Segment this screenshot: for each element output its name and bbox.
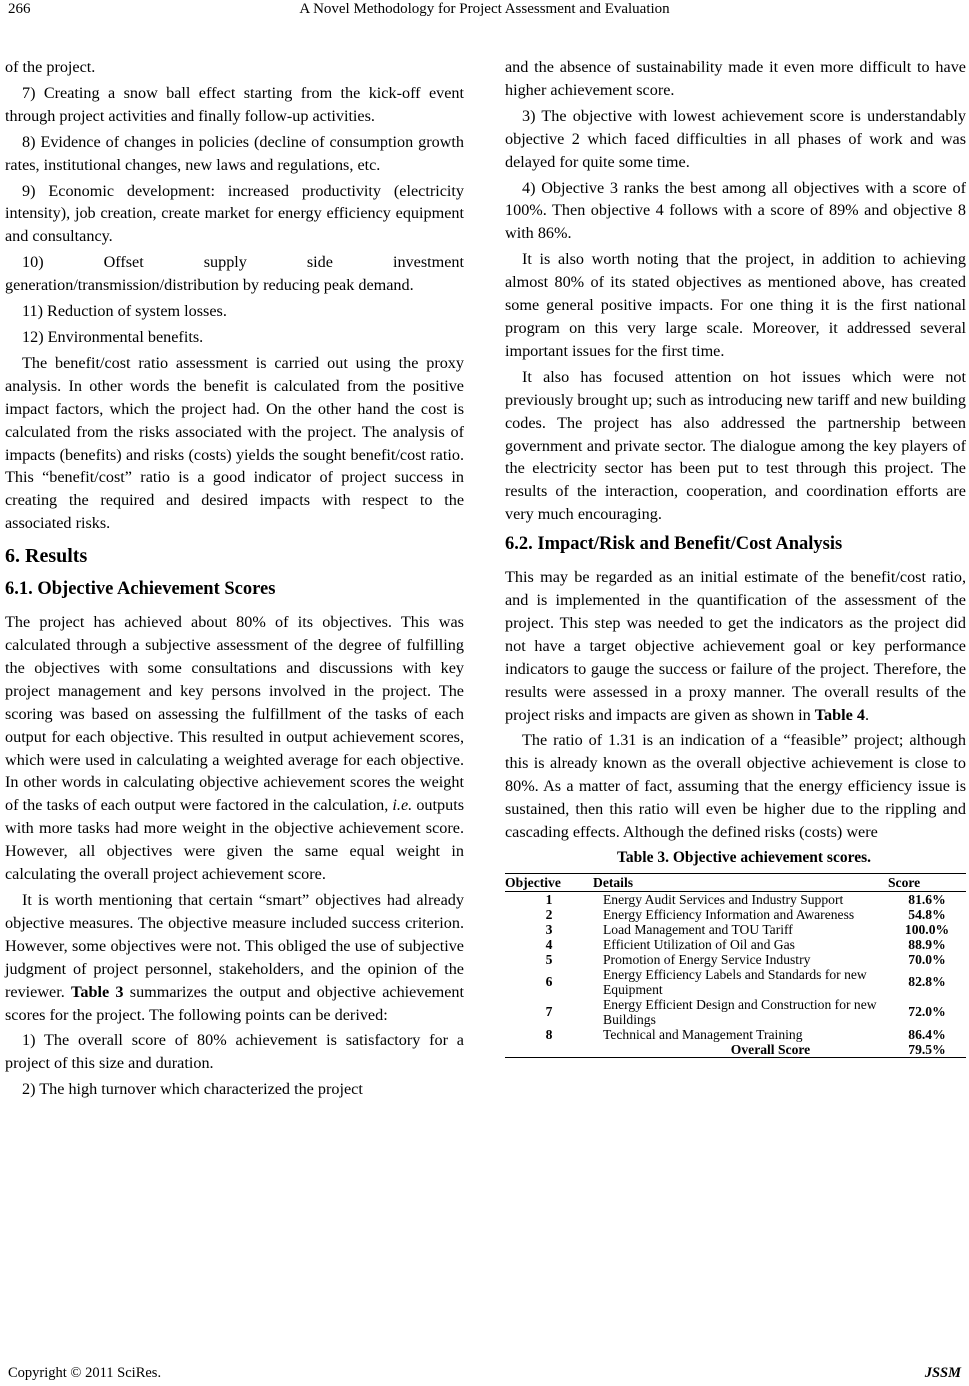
column-header-score: Score [888,873,966,891]
cell-score: 72.0% [908,1004,946,1020]
paragraph: It also has focused attention on hot issues which were not previously brought up; such as introducing new tariff and new building codes. The project has also addressed the partnership between government and private sector. The dialogue among the key players of the electricity sector has been put to test through this project. The results of the interaction, cooperation, and coordination efforts are very much encouraging. [505,367,966,524]
paragraph [505,566,966,726]
cell-objective: 4 [545,936,553,952]
table-row [505,907,966,922]
list-item: 11) Reduction of system losses. [22,302,227,321]
objective-scores-table [505,873,966,1058]
cell-details: Energy Efficiency Information and Awareness [603,906,855,922]
list-item: 3) The objective with lowest achievement score is understandably objective 2 which faced difficulties in all phases of work and was delayed for quite some time. [505,106,966,171]
running-title: A Novel Methodology for Project Assessment and Evaluation [299,1,670,17]
cell-empty [505,1042,593,1058]
table-reference: Table 4 [814,705,865,724]
paragraph [5,611,464,886]
paragraph: and the absence of sustainability made it even more difficult to have higher achievement score. [505,58,966,99]
column-header-details: Details [593,873,888,891]
right-column [505,56,966,1058]
copyright-notice: Copyright © 2011 SciRes. [8,1365,162,1381]
overall-score-row [505,1042,966,1058]
section-heading-results: 6. Results [5,545,88,568]
text-run: The project has achieved about 80% of its objectives. This was calculated through a subjective assessment of the degree of fulfilling the objectives with some consultations and discussions with key project management and key persons involved in the project. The scoring was based on assessing the fulfillment of the tasks of each output for each objective. This resulted in output achievement scores, which were used in calculating a weighted average for each objective. In other words in calculating objective achievement scores the weight of the tasks of each output were factored in the calculation, [5,613,464,815]
cell-score: 82.8% [908,974,946,990]
table-row [505,997,966,1027]
text-run: This may be regarded as an initial estimate of the benefit/cost ratio, and is implemented in the quantification of the assessment of the project. This step was needed to get the indicators as the project did not have a target objective achievement goal or key performance indicators to gauge the success or failure of the project. Therefore, the results were assessed in a proxy manner. The overall results of the project risks and impacts are given as shown in [505,568,966,724]
cell-details: Efficient Utilization of Oil and Gas [603,936,795,952]
list-item: 4) Objective 3 ranks the best among all objectives with a score of 100%. Then objective 4 follows with a score of 89% and objective 8 with 86%. [505,178,966,243]
list-item: 2) The high turnover which characterized the project [22,1080,363,1099]
paragraph [5,889,464,1026]
page-number: 266 [8,1,31,17]
table-header-row [505,873,966,891]
table-row [505,891,966,907]
cell-details: Load Management and TOU Tariff [603,921,793,937]
cell-details: Energy Efficiency Labels and Standards for new Equipment [603,966,867,997]
table-row [505,952,966,967]
cell-objective: 3 [545,921,553,937]
table-row [505,937,966,952]
cell-details: Promotion of Energy Service Industry [603,951,811,967]
list-item: 10) Offset supply side investment generation/transmission/distribution by reducing peak demand. [5,253,464,295]
paragraph: It is also worth noting that the project, in addition to achieving almost 80% of its stated objectives as mentioned above, has created some general positive impacts. For one thing it is the first national program on this very large scale. Moreover, it addressed several important issues for the first time. [505,250,966,360]
paragraph: The ratio of 1.31 is an indication of a “feasible” project; although this is already known as the overall objective achievement is close to 80%. As a matter of fact, assuming that the energy efficiency issue is sustained, then this ratio will even be higher due to the rippling and cascading effects. Although the defined risks (costs) were [505,731,966,842]
journal-abbreviation: JSSM [924,1365,961,1381]
list-item: 7) Creating a snow ball effect starting from the kick-off event through project activities and finally follow-up activities. [5,83,464,125]
list-item: 8) Evidence of changes in policies (decline of consumption growth rates, institutional changes, new laws and regulations, etc. [5,132,464,174]
table-row [505,922,966,937]
text-run: It is worth mentioning that certain “smart” objectives had already objective measures. The objective measure included success criterion. However, some objectives were not. This obliged the use of subjective judgment of project personnel, stakeholders, and the opinion of the reviewer. [5,891,464,1001]
text-run: . [864,705,870,724]
cell-score: 100.0% [904,921,950,937]
cell-details: Energy Audit Services and Industry Support [603,891,844,907]
cell-score: 86.4% [908,1026,946,1042]
cell-objective: 7 [545,1004,553,1020]
cell-score: 70.0% [908,951,946,967]
table-caption: Table 3. Objective achievement scores. [617,849,871,866]
cell-details: Energy Efficient Design and Construction for new Buildings [603,996,877,1027]
cell-objective: 5 [545,951,553,967]
table-row [505,1027,966,1042]
cell-score: 81.6% [908,891,946,907]
subsection-heading-objective-scores: 6.1. Objective Achievement Scores [5,579,276,600]
list-item: 12) Environmental benefits. [22,327,204,346]
column-header-objective: Objective [505,873,593,891]
italic-ie: i.e. [392,796,413,815]
table-reference: Table 3 [71,982,124,1001]
page-header [0,0,969,24]
overall-score-label: Overall Score [593,1042,888,1058]
table-row [505,967,966,997]
overall-score-value: 79.5% [888,1042,966,1058]
left-column [5,56,464,1104]
text-run: outputs with more tasks had more weight in the objective achievement score. However, all objectives were given the same equal weight in calculating the overall project achievement score. [5,796,464,884]
cell-score: 54.8% [908,906,946,922]
list-item: 1) The overall score of 80% achievement is satisfactory for a project of this size and duration. [5,1031,464,1073]
cell-objective: 6 [545,974,553,990]
cell-objective: 1 [545,891,553,907]
cell-score: 88.9% [908,936,946,952]
list-item: 9) Economic development: increased productivity (electricity intensity), job creation, create market for energy efficiency equipment and consultancy. [5,181,464,246]
cell-details: Technical and Management Training [603,1026,803,1042]
paragraph: The benefit/cost ratio assessment is carried out using the proxy analysis. In other words the benefit is calculated from the positive impact factors, which the project had. On the other hand the cost is calculated from the risks associated with the project. The analysis of impacts (benefits) and risks (costs) yields the sought benefit/cost ratio. This “benefit/cost” ratio is a good indicator of project success in creating the required and desired impacts with respect to the associated risks. [5,353,464,533]
cell-objective: 2 [545,906,553,922]
table-body [505,891,966,1057]
cell-objective: 8 [545,1026,553,1042]
subsection-heading-impact-risk: 6.2. Impact/Risk and Benefit/Cost Analysis [505,534,843,555]
text-run: summarizes the output and objective achievement scores for the project. The following points can be derived: [5,982,465,1024]
paragraph: of the project. [5,58,96,76]
